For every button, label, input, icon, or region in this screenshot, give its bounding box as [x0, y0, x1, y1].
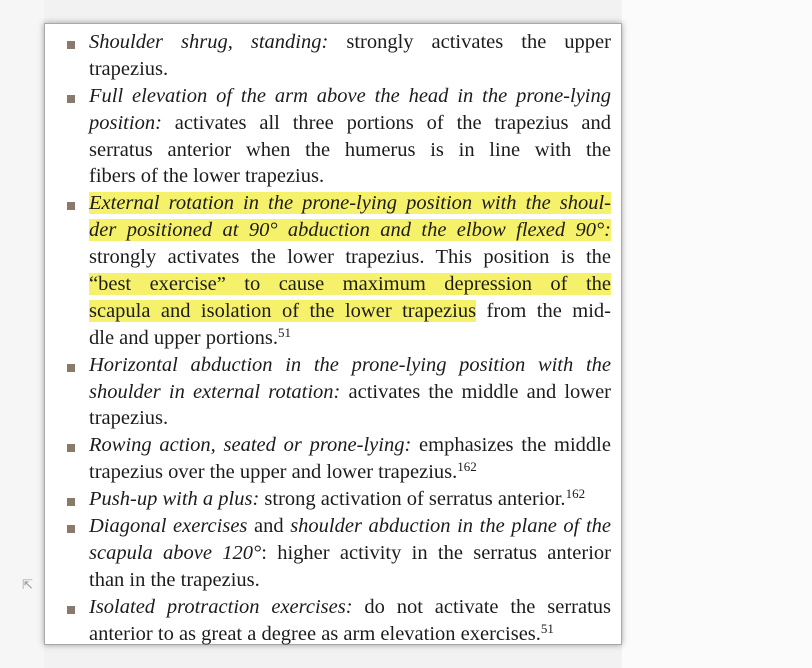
text-segment: serratus anterior when the humerus is in line with the: [89, 138, 611, 161]
text-line: [89, 163, 611, 190]
list-item: [45, 29, 623, 83]
background-right: [622, 0, 812, 668]
text-line: [89, 325, 611, 352]
bullet-square-icon: [67, 606, 75, 614]
reference-number: 162: [457, 459, 477, 475]
text-segment: trapezius over the upper and lower trapezius.: [89, 461, 458, 484]
text-segment: : higher activity in the serratus anterior: [261, 541, 612, 564]
text-segment: strongly activates the upper: [328, 31, 611, 53]
text-segment: Full elevation of the arm above the head in the prone-lying: [89, 84, 611, 107]
text-segment: than in the trapezius.: [89, 568, 260, 591]
text-segment: activates the middle and lower: [340, 380, 611, 403]
list-item: [45, 486, 623, 513]
text-segment: Rowing action, seated or prone-lying:: [89, 434, 412, 457]
list-item: [45, 513, 623, 594]
bullet-square-icon: [67, 444, 75, 452]
text-line: [89, 459, 611, 486]
text-segment: trapezius.: [89, 407, 169, 430]
text-line: [89, 567, 611, 594]
text-line: [89, 432, 611, 459]
text-line: [89, 352, 611, 379]
text-segment: and: [247, 515, 291, 538]
text-segment: Isolated protraction exercises:: [89, 595, 353, 618]
text-line: [89, 513, 611, 540]
text-segment: scapula above 120°: [89, 541, 262, 564]
text-segment: anterior to as great a degree as arm elevation exercises.: [89, 622, 541, 645]
text-segment: Shoulder shrug, standing:: [89, 31, 329, 53]
text-segment: dle and upper portions.: [89, 326, 279, 349]
text-segment: Diagonal exercises: [89, 515, 248, 538]
text-line: [89, 594, 611, 621]
text-line: [89, 405, 611, 432]
text-line: [89, 56, 611, 83]
text-line: [89, 190, 611, 217]
text-segment: shoulder in external rotation:: [89, 380, 341, 403]
text-segment: emphasizes the middle: [411, 434, 611, 457]
highlighted-text: der positioned at 90° abduction and the elbow flexed 90°:: [89, 219, 611, 242]
text-segment: fibers of the lower trapezius.: [89, 165, 325, 188]
highlighted-text: scapula and isolation of the lower trapezius: [89, 299, 477, 322]
text-segment: Horizontal abduction in the prone-lying position with the: [89, 353, 611, 376]
text-line: [89, 244, 611, 271]
reference-number: 162: [565, 486, 586, 502]
text-line: [89, 217, 611, 244]
reference-number: 51: [540, 620, 554, 636]
bullet-square-icon: [67, 498, 75, 506]
text-line: [89, 379, 611, 406]
text-line: [89, 110, 611, 137]
text-segment: do not activate the serratus: [352, 595, 611, 618]
text-line: [89, 621, 611, 648]
document-page: [44, 23, 622, 645]
bullet-square-icon: [67, 41, 75, 49]
text-line: [89, 298, 611, 325]
bullet-square-icon: [67, 202, 75, 210]
text-segment: trapezius.: [89, 57, 169, 80]
text-line: [89, 83, 611, 110]
bullet-list: [45, 29, 623, 647]
text-line: [89, 271, 611, 298]
background-left: [0, 0, 44, 668]
bullet-square-icon: [67, 525, 75, 533]
text-line: [89, 29, 611, 56]
text-segment: position:: [89, 111, 162, 134]
text-line: [89, 137, 611, 164]
list-item: [45, 190, 623, 351]
text-segment: strong activation of serratus anterior.: [259, 488, 566, 511]
bullet-square-icon: [67, 364, 75, 372]
list-item: [45, 352, 623, 433]
highlighted-text: External rotation in the prone-lying position with the shoul-: [89, 192, 611, 215]
text-segment: strongly activates the lower trapezius. This position is the: [89, 246, 611, 269]
reference-number: 51: [278, 324, 292, 340]
highlighted-text: “best exercise” to cause maximum depression of the: [89, 273, 611, 296]
text-line: [89, 540, 611, 567]
mouse-pointer-icon: ⇱: [22, 578, 33, 593]
text-line: [89, 486, 611, 513]
text-segment: Push-up with a plus:: [89, 488, 260, 511]
bullet-square-icon: [67, 95, 75, 103]
list-item: [45, 432, 623, 486]
text-segment: activates all three portions of the trapezius and: [161, 111, 611, 134]
list-item: [45, 594, 623, 648]
text-segment: from the mid-: [476, 299, 611, 322]
list-item: [45, 83, 623, 191]
text-segment: shoulder abduction in the plane of the: [290, 515, 611, 538]
